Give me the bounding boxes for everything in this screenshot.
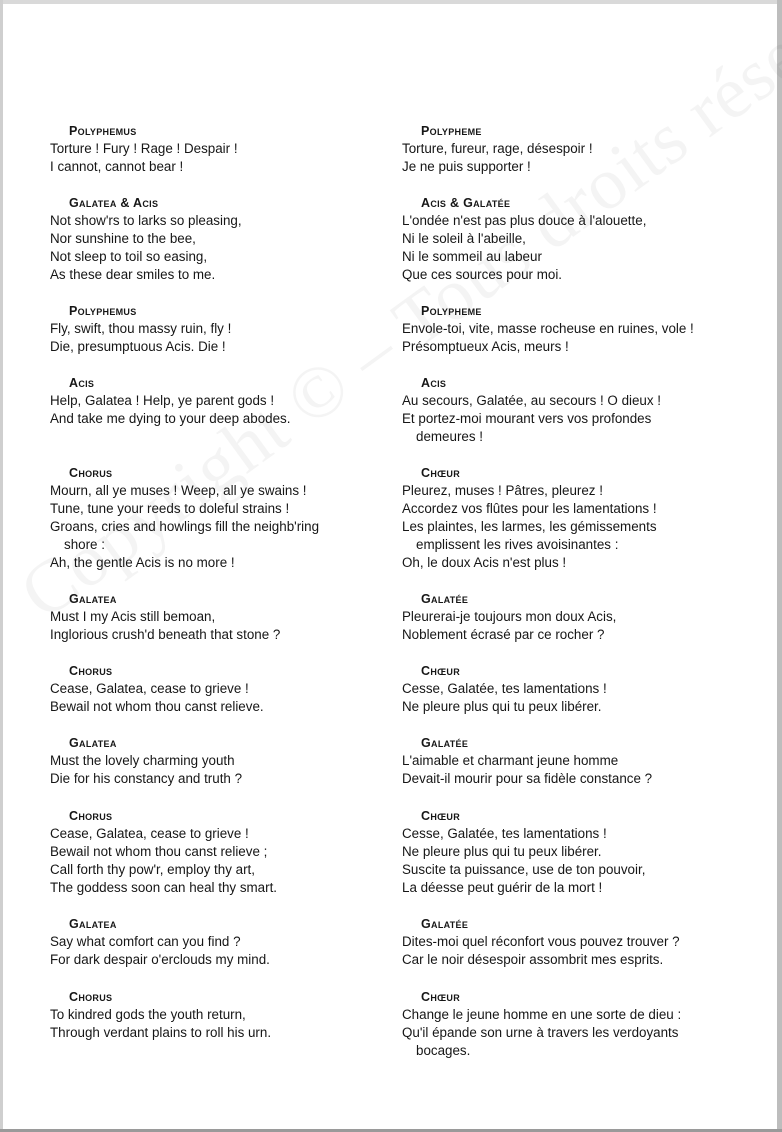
speaker-name: Chœur xyxy=(421,664,461,678)
verse-line: Ni le soleil à l'abeille, xyxy=(402,231,526,246)
en-block xyxy=(50,662,390,716)
speaker-name: Galatea xyxy=(69,917,117,931)
verse-line: I cannot, cannot bear ! xyxy=(50,159,184,174)
scan-edge-right xyxy=(777,0,782,1132)
en-block xyxy=(50,122,390,176)
verse-line: bocages. xyxy=(416,1043,471,1058)
verse-line: And take me dying to your deep abodes. xyxy=(50,411,291,426)
verse-line: Noblement écrasé par ce rocher ? xyxy=(402,627,605,642)
verse-line: Cease, Galatea, cease to grieve ! xyxy=(50,681,249,696)
verse-line: Die for his constancy and truth ? xyxy=(50,771,243,786)
verse-line: Car le noir désespoir assombrit mes esprits. xyxy=(402,952,664,967)
verse-line: To kindred gods the youth return, xyxy=(50,1007,246,1022)
scan-edge-left xyxy=(0,0,3,1132)
verse-line: Qu'il épande son urne à travers les verdoyants xyxy=(402,1025,679,1040)
fr-block xyxy=(402,590,742,644)
en-block xyxy=(50,734,390,788)
verse-line: Que ces sources pour moi. xyxy=(402,267,563,282)
verse-line: The goddess soon can heal thy smart. xyxy=(50,880,278,895)
en-block xyxy=(50,988,390,1042)
speaker-name: Acis xyxy=(69,376,95,390)
speaker-name: Polyphemus xyxy=(69,124,137,138)
verse-line: Help, Galatea ! Help, ye parent gods ! xyxy=(50,393,275,408)
verse-line: Cesse, Galatée, tes lamentations ! xyxy=(402,681,607,696)
verse-line: Au secours, Galatée, au secours ! O dieux ! xyxy=(402,393,662,408)
verse-line: Je ne puis supporter ! xyxy=(402,159,531,174)
speaker-name: Chœur xyxy=(421,990,461,1004)
verse-line: Les plaintes, les larmes, les gémissements xyxy=(402,519,657,534)
en-block xyxy=(50,464,390,572)
fr-block xyxy=(402,662,742,716)
verse-line: Envole-toi, vite, masse rocheuse en ruines, vole ! xyxy=(402,321,694,336)
verse-line: Cease, Galatea, cease to grieve ! xyxy=(50,826,249,841)
fr-block xyxy=(402,464,742,572)
fr-block xyxy=(402,988,742,1060)
verse-line: Dites-moi quel réconfort vous pouvez trouver ? xyxy=(402,934,680,949)
verse-line: As these dear smiles to me. xyxy=(50,267,216,282)
en-block xyxy=(50,590,390,644)
speaker-name: Chorus xyxy=(69,664,113,678)
verse-line: Bewail not whom thou canst relieve. xyxy=(50,699,264,714)
fr-block xyxy=(402,122,742,176)
verse-line: shore : xyxy=(64,537,105,552)
speaker-name: Chorus xyxy=(69,466,113,480)
verse-line: Oh, le doux Acis n'est plus ! xyxy=(402,555,567,570)
fr-block xyxy=(402,194,742,284)
verse-line: Through verdant plains to roll his urn. xyxy=(50,1025,272,1040)
verse-line: Tune, tune your reeds to doleful strains ! xyxy=(50,501,290,516)
verse-line: Pleurerai-je toujours mon doux Acis, xyxy=(402,609,617,624)
fr-block xyxy=(402,374,742,446)
verse-line: Suscite ta puissance, use de ton pouvoir, xyxy=(402,862,646,877)
verse-line: Ne pleure plus qui tu peux libérer. xyxy=(402,844,602,859)
speaker-name: Acis xyxy=(421,376,447,390)
en-block xyxy=(50,194,390,284)
verse-line: Présomptueux Acis, meurs ! xyxy=(402,339,569,354)
verse-line: For dark despair o'erclouds my mind. xyxy=(50,952,270,967)
verse-line: Must I my Acis still bemoan, xyxy=(50,609,216,624)
verse-line: Nor sunshine to the bee, xyxy=(50,231,196,246)
verse-line: Bewail not whom thou canst relieve ; xyxy=(50,844,268,859)
fr-block xyxy=(402,302,742,356)
scan-edge-top xyxy=(0,0,782,4)
speaker-name: Galatea & Acis xyxy=(69,196,159,210)
verse-line: Mourn, all ye muses ! Weep, all ye swains ! xyxy=(50,483,307,498)
en-block xyxy=(50,915,390,969)
speaker-name: Galatea xyxy=(69,736,117,750)
verse-line: Ni le sommeil au labeur xyxy=(402,249,542,264)
speaker-name: Chorus xyxy=(69,809,113,823)
verse-line: Accordez vos flûtes pour les lamentations ! xyxy=(402,501,657,516)
speaker-name: Acis & Galatée xyxy=(421,196,511,210)
verse-line: Torture, fureur, rage, désespoir ! xyxy=(402,141,593,156)
verse-line: Die, presumptuous Acis. Die ! xyxy=(50,339,226,354)
verse-line: Fly, swift, thou massy ruin, fly ! xyxy=(50,321,232,336)
speaker-name: Chœur xyxy=(421,466,461,480)
verse-line: Et portez-moi mourant vers vos profondes xyxy=(402,411,652,426)
verse-line: Inglorious crush'd beneath that stone ? xyxy=(50,627,281,642)
verse-line: Change le jeune homme en une sorte de dieu : xyxy=(402,1007,682,1022)
en-block xyxy=(50,302,390,356)
verse-line: Ah, the gentle Acis is no more ! xyxy=(50,555,235,570)
speaker-name: Polyphemus xyxy=(69,304,137,318)
verse-line: L'ondée n'est pas plus douce à l'alouette, xyxy=(402,213,647,228)
verse-line: Not sleep to toil so easing, xyxy=(50,249,208,264)
fr-block xyxy=(402,734,742,788)
verse-line: Call forth thy pow'r, employ thy art, xyxy=(50,862,255,877)
verse-line: emplissent les rives avoisinantes : xyxy=(416,537,619,552)
en-block xyxy=(50,374,390,428)
verse-line: L'aimable et charmant jeune homme xyxy=(402,753,619,768)
verse-line: Groans, cries and howlings fill the neighb'ring xyxy=(50,519,320,534)
verse-line: Not show'rs to larks so pleasing, xyxy=(50,213,242,228)
fr-block xyxy=(402,807,742,897)
speaker-name: Galatea xyxy=(69,592,117,606)
verse-line: Torture ! Fury ! Rage ! Despair ! xyxy=(50,141,238,156)
verse-line: Must the lovely charming youth xyxy=(50,753,235,768)
speaker-name: Galatée xyxy=(421,736,469,750)
verse-line: demeures ! xyxy=(416,429,483,444)
verse-line: Say what comfort can you find ? xyxy=(50,934,241,949)
speaker-name: Polypheme xyxy=(421,124,482,138)
speaker-name: Chœur xyxy=(421,809,461,823)
en-block xyxy=(50,807,390,897)
speaker-name: Polypheme xyxy=(421,304,482,318)
verse-line: Ne pleure plus qui tu peux libérer. xyxy=(402,699,602,714)
verse-line: Devait-il mourir pour sa fidèle constance ? xyxy=(402,771,653,786)
verse-line: Pleurez, muses ! Pâtres, pleurez ! xyxy=(402,483,603,498)
speaker-name: Galatée xyxy=(421,592,469,606)
verse-line: Cesse, Galatée, tes lamentations ! xyxy=(402,826,607,841)
verse-line: La déesse peut guérir de la mort ! xyxy=(402,880,603,895)
fr-block xyxy=(402,915,742,969)
speaker-name: Chorus xyxy=(69,990,113,1004)
speaker-name: Galatée xyxy=(421,917,469,931)
